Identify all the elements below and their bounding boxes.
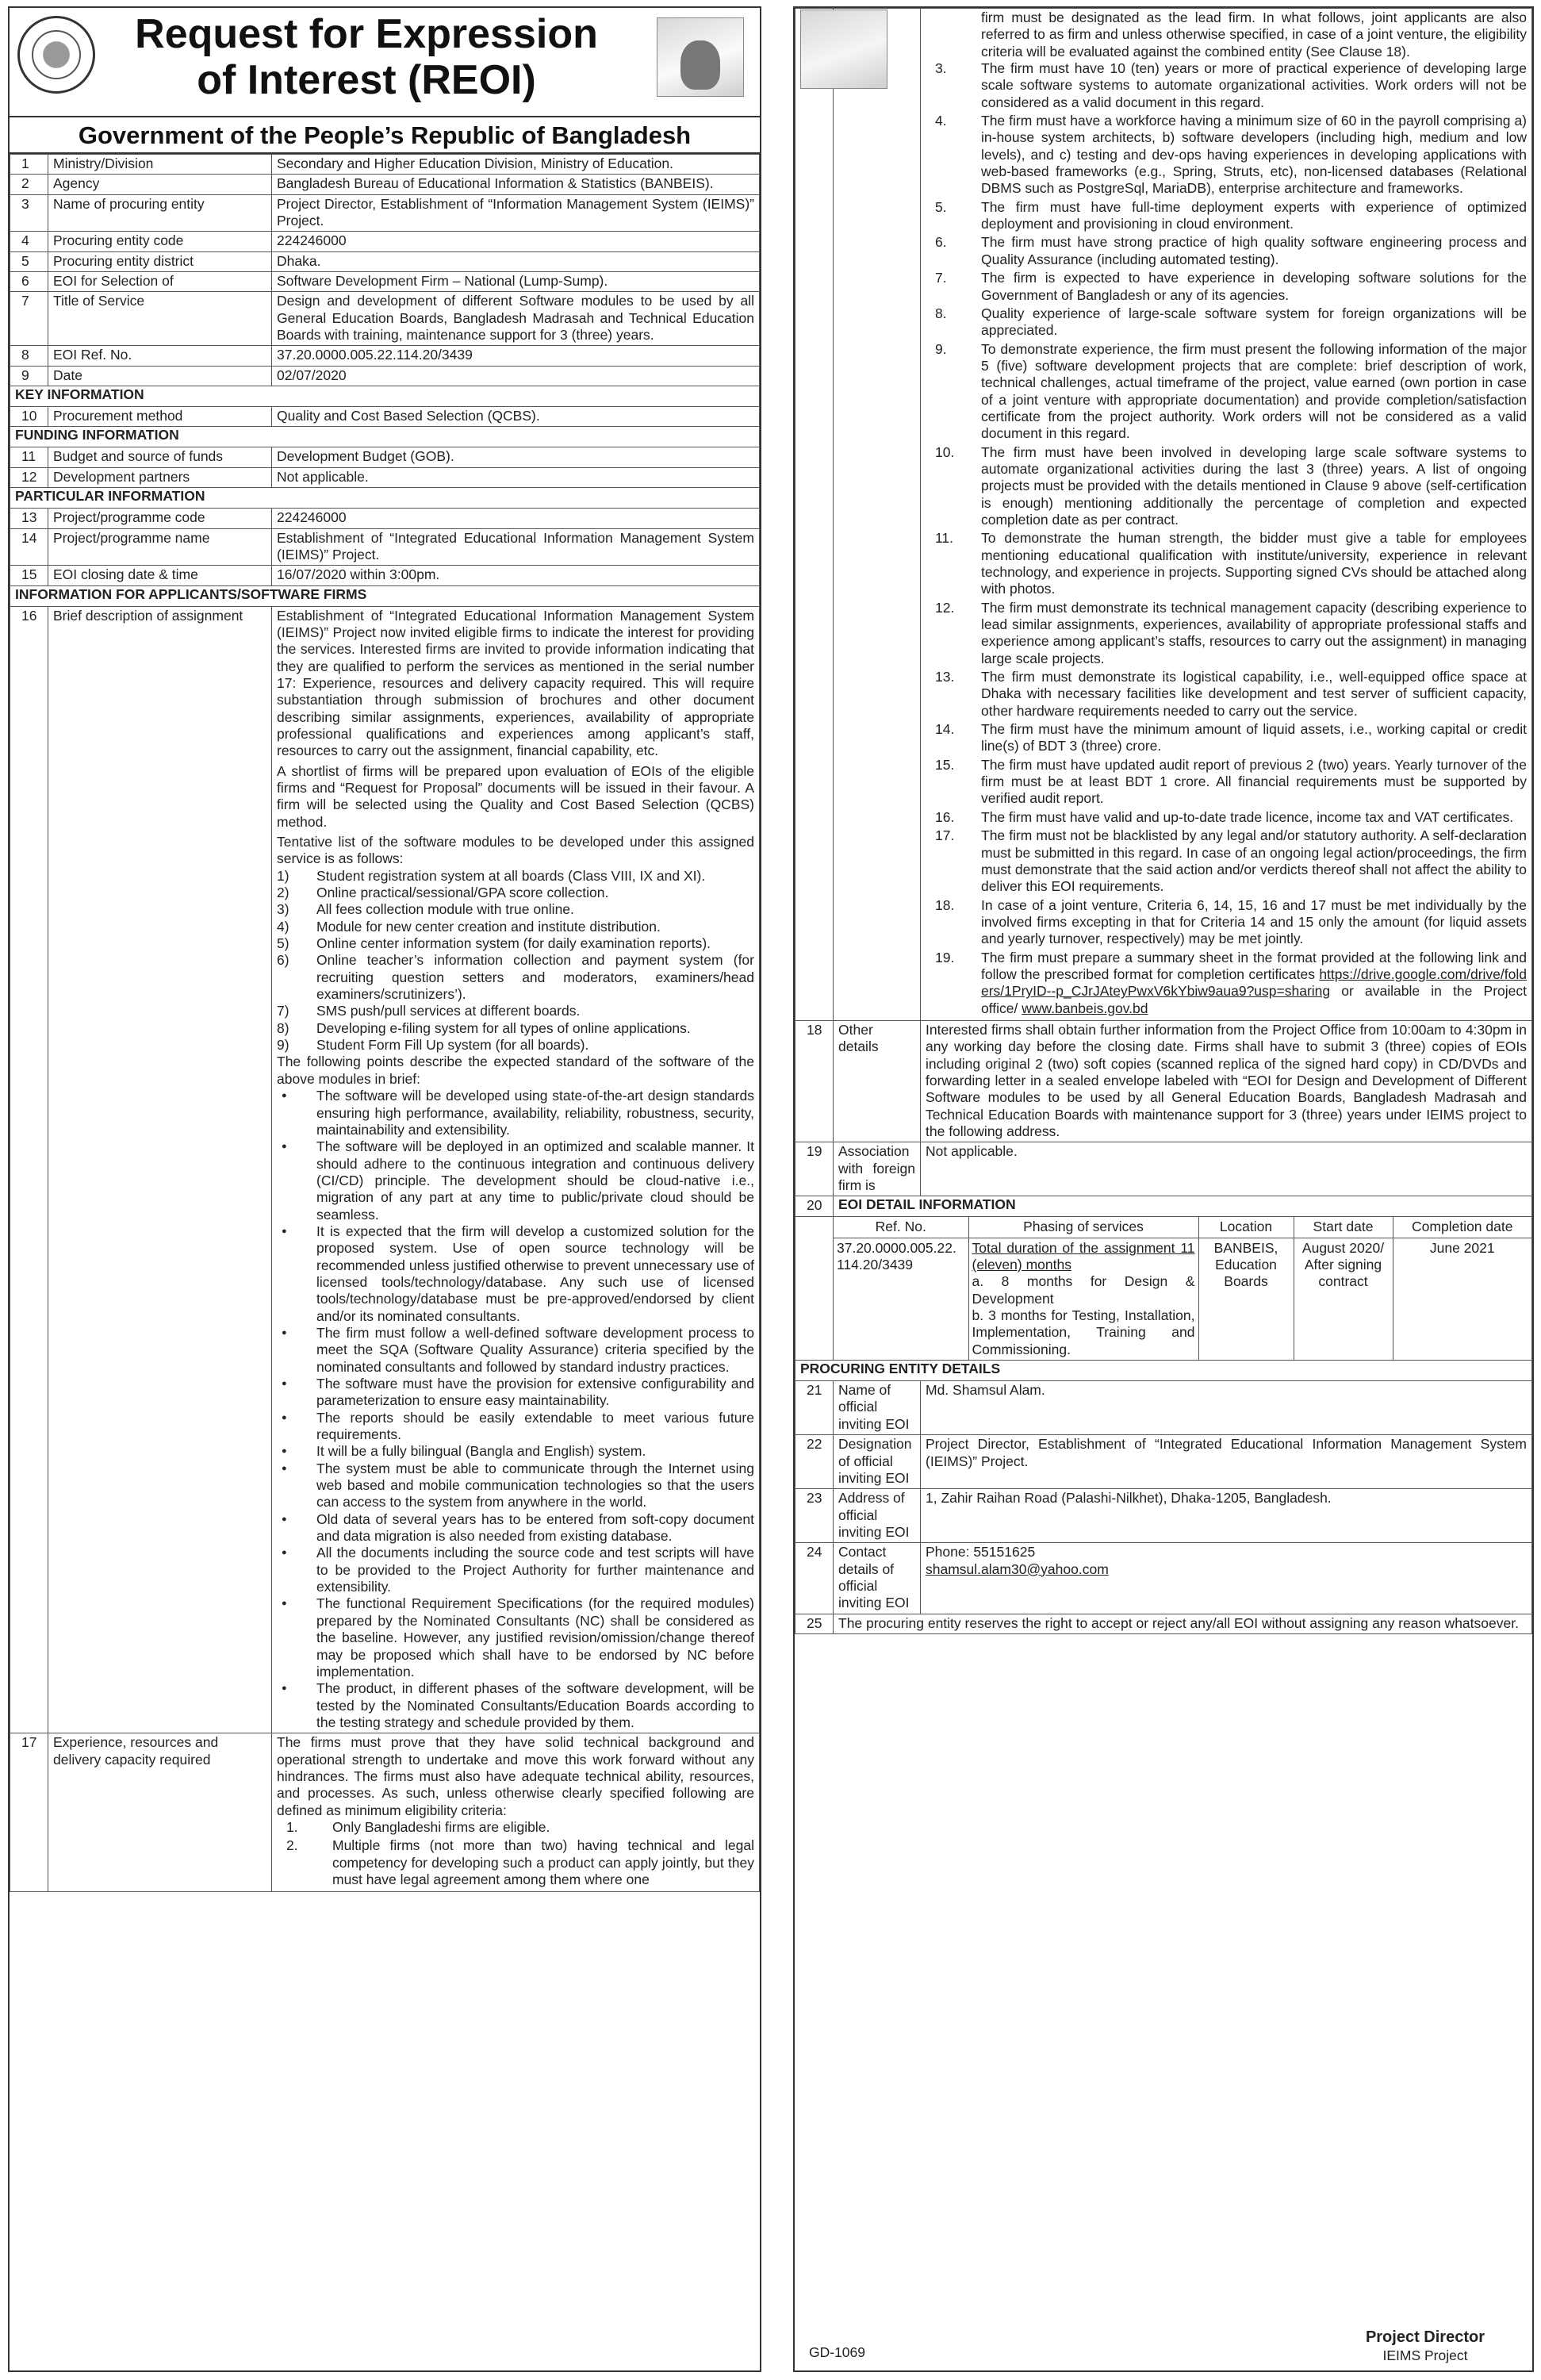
row-value — [272, 606, 760, 1733]
list-item — [926, 600, 1527, 667]
row-value: Establishment of “Integrated Educational Information Management System (IEIMS)” Project. — [272, 528, 760, 566]
list-item-number: 6. — [935, 234, 947, 251]
bullet-icon: ● — [282, 1379, 287, 1388]
list-item-text: The firm must have been involved in developing large scale software systems to automate organizational activities during the last 3 (three) years. A list of ongoing projects must be provided with the details mentioned in Clause 9 above (self-certification is enough) mentioning additionally the percentage of completion and expected completion date as per contract. — [981, 443, 1527, 528]
bullet-icon: ● — [282, 1142, 287, 1152]
row-number: 23 — [795, 1489, 834, 1543]
table-row — [795, 1381, 1532, 1435]
portrait-image-small — [800, 10, 887, 89]
row-number: 4 — [10, 232, 48, 251]
bullet-icon: ● — [282, 1548, 287, 1558]
row-value: 37.20.0000.005.22.114.20/3439 — [272, 346, 760, 366]
row-value: The procuring entity reserves the right to accept or reject any/all EOI without assigning any reason whatsoever. — [834, 1614, 1532, 1633]
bullet-text: The product, in different phases of the software development, will be tested by the Nominated Consultants/Education Boards according to the testing strategy and schedule provided by them. — [316, 1680, 754, 1730]
list-item-number: 15. — [935, 756, 955, 773]
row-label: Ministry/Division — [48, 155, 272, 175]
section-funding-information: FUNDING INFORMATION — [10, 427, 760, 447]
row-number: 10 — [10, 407, 48, 427]
row-value: Not applicable. — [272, 467, 760, 487]
row-label: Procuring entity district — [48, 251, 272, 271]
row-number: 11 — [10, 447, 48, 467]
row-value: Not applicable. — [921, 1142, 1532, 1196]
list-item-text: Developing e-filing system for all types of online applications. — [316, 1019, 691, 1036]
bullet-icon: ● — [282, 1091, 287, 1101]
row-number: 18 — [795, 1020, 834, 1142]
assignment-paragraph-3: Tentative list of the software modules to be developed under this assigned service is as follows: — [277, 834, 754, 867]
row-value: Project Director, Establishment of “Information Management System (IEIMS)” Project. — [272, 194, 760, 232]
row-number: 21 — [795, 1381, 834, 1435]
list-item — [926, 530, 1527, 597]
bullet-icon: ● — [282, 1226, 287, 1236]
list-item — [926, 305, 1527, 340]
bullet-item — [277, 1545, 754, 1595]
left-column — [8, 6, 761, 2372]
table-row — [10, 407, 760, 427]
row-number: 22 — [795, 1435, 834, 1489]
list-item-text: All fees collection module with true online. — [316, 901, 574, 918]
list-item-text: The firm must demonstrate its logistical capability, i.e., well-equipped office space at Dhaka with necessary facilities like development and test server of sufficient capacity, other hardware requirements needed to carry out the service. — [981, 669, 1527, 719]
bullet-item — [277, 1376, 754, 1410]
bullet-text: The functional Requirement Specifications (for the required modules) prepared by the Nominated Consultants (NC) shall be considered as the baseline. However, any justified revision/omission/change thereof may be proposed which shall have to be endorsed by NC before implementation. — [316, 1595, 754, 1679]
column-header: Ref. No. — [834, 1217, 968, 1238]
list-item — [926, 199, 1527, 233]
row-value: Dhaka. — [272, 251, 760, 271]
row-label: Procurement method — [48, 407, 272, 427]
table-row-24 — [795, 1543, 1532, 1614]
list-item-number: 9. — [935, 340, 947, 357]
bullet-text: The software will be deployed in an optimized and scalable manner. It should adhere to the continuous integration and continuous delivery (CI/CD) principle. The development should be cloud-native i.e., migration of any part at any time to public/private cloud should be seamless. — [316, 1138, 754, 1223]
row-number: 9 — [10, 366, 48, 386]
bullet-text: Old data of several years has to be entered from soft-copy document and data migration is also needed from existing database. — [316, 1511, 754, 1545]
bullet-item — [277, 1680, 754, 1731]
list-item-number: 16. — [935, 808, 955, 825]
table-row — [10, 566, 760, 585]
list-item-number: 8. — [935, 305, 947, 321]
list-item-text: Student registration system at all boards (Class VIII, IX and XI). — [316, 867, 706, 884]
row-number: 12 — [10, 467, 48, 487]
eligibility-intro: The firms must prove that they have solid technical background and operational strength to undertake and move this work forward without any hindrances. The firms must also have adequate technical ability, resources, and processes. As such, unless otherwise clearly specified following are defined as minimum eligibility criteria: — [277, 1734, 754, 1818]
list-item-number: 11. — [935, 530, 954, 547]
list-item-text: The firm must not be blacklisted by any legal and/or statutory authority. A self-declaration must be submitted in this regard. In case of an ongoing legal action/proceedings, the firm must demonstrate that the said action and/or verdicts thereof shall not affect the ability to deliver this EOI requirements. — [981, 827, 1527, 895]
row-label: Association with foreign firm is — [834, 1142, 921, 1196]
row-value: Interested firms shall obtain further information from the Project Office from 10:00am to 4:30pm in any working day before the closing date. Firms shall have to submit 3 (three) copies of EOIs including original 2 (two) soft copies (scanned replica of the signed hard copy) in CD/DVDs and forwarding letter in a sealed envelope labeled with “EOI for Design and Development of Different Software modules to be used by all General Education Boards, Bangladesh Madrasah and Technical Education Boards with maintenance support for 3 (three) years under IEIMS project to the following address. — [921, 1020, 1532, 1142]
list-item — [277, 1003, 754, 1019]
list-item-number: 7) — [277, 1003, 289, 1019]
list-item-text: Online practical/sessional/GPA score collection. — [316, 885, 609, 901]
row-number: 25 — [795, 1614, 834, 1633]
bullet-icon: ● — [282, 1327, 287, 1338]
eoi-phasing: Total duration of the assignment 11 (eleven) months a. 8 months for Design & Development b. 3 months for Testing, Installation, Implementation, Training and Commissioning. — [968, 1238, 1198, 1360]
table-row — [10, 366, 760, 386]
list-item-text: Online teacher’s information collection and payment system (for recruiting question setters and moderators, examiners/head examiners/scrutinizers’). — [316, 952, 754, 1003]
row-value — [921, 9, 1532, 1021]
signatory-title: Project Director — [1365, 2328, 1485, 2347]
summary-sheet-link[interactable]: https://drive.google.com/drive/folders/1PryID--p_CJrJAteyPwxV6kYbiw9aua9?usp=sharing — [981, 965, 1527, 1000]
bullet-icon: ● — [282, 1446, 287, 1457]
row-number: 20 — [795, 1196, 834, 1217]
list-item — [926, 444, 1527, 529]
right-column — [793, 6, 1534, 2372]
row-value: 16/07/2020 within 3:00pm. — [272, 566, 760, 585]
bullet-text: The software must have the provision for extensive configurability and parameterization to ensure easy maintainability. — [316, 1376, 754, 1409]
list-item — [926, 341, 1527, 443]
row-value: Design and development of different Software modules to be used by all General Education Boards, Bangladesh Madrasah and Technical Education Boards with training, maintenance support for 3 (three) years. — [272, 292, 760, 346]
list-item-text: The firm must have full-time deployment experts with experience of optimized deployment and provisioning in cloud environment. — [981, 198, 1527, 232]
list-item — [277, 952, 754, 1003]
list-item-text: The firm must have updated audit report of previous 2 (two) years. Yearly turnover of the firm must be at least BDT 1 crore. All financial requirements must be supported by verified audit report. — [981, 756, 1527, 807]
row-label: EOI Ref. No. — [48, 346, 272, 366]
row-number: 17 — [10, 1733, 48, 1892]
document-header — [10, 8, 760, 117]
row-number: 24 — [795, 1543, 834, 1614]
row-label: Budget and source of funds — [48, 447, 272, 467]
section-eoi-detail-information: EOI DETAIL INFORMATION — [834, 1196, 1532, 1217]
list-item — [926, 270, 1527, 304]
eoi-ref-no: 37.20.0000.005.22. 114.20/3439 — [837, 1239, 956, 1273]
bullet-item — [277, 1223, 754, 1325]
title-line-2: of Interest (REOI) — [197, 57, 536, 104]
assignment-paragraph-2: A shortlist of firms will be prepared upon evaluation of EOIs of the eligible firms and “Request for Proposal” documents will be issued in their favour. A firm will be selected using the Quality and Cost Based Selection (QCBS) method. — [277, 762, 754, 830]
bullet-text: The reports should be easily extendable to meet various future requirements. — [316, 1409, 754, 1443]
list-item-text: The firm must have strong practice of high quality software engineering process and Quality Assurance (including automated testing). — [981, 234, 1527, 267]
table-row — [10, 346, 760, 366]
list-item-text: The firm must have valid and up-to-date trade licence, income tax and VAT certificates. — [981, 808, 1514, 825]
bullet-item — [277, 1595, 754, 1680]
list-item — [277, 919, 754, 935]
bullet-icon: ● — [282, 1463, 287, 1473]
list-item-text: SMS push/pull services at different boards. — [316, 1003, 581, 1019]
list-item-text: Only Bangladeshi firms are eligible. — [332, 1818, 550, 1835]
signature-block — [1366, 2328, 1485, 2364]
bullet-item — [277, 1088, 754, 1138]
row-value: 02/07/2020 — [272, 366, 760, 386]
list-item — [926, 113, 1527, 198]
row-number: 7 — [10, 292, 48, 346]
list-item-text: The firm is expected to have experience in developing software solutions for the Government of Bangladesh or any of its agencies. — [981, 270, 1527, 303]
row-value: 224246000 — [272, 232, 760, 251]
eligibility-list-part-2 — [926, 60, 1527, 948]
bullet-text: The software will be developed using state-of-the-art design standards ensuring high performance, availability, reliability, robustness, security, maintainability and extensibility. — [316, 1088, 754, 1138]
list-item-number: 4. — [935, 113, 947, 129]
row-label: Development partners — [48, 467, 272, 487]
list-item — [277, 1837, 754, 1888]
bullet-text: It is expected that the firm will develop a customized solution for the proposed system. Use of open source technology will be recommended unless justified otherwise to prevent unnecessary use of licensed tools/technology/database. Any such use of licensed tools/technology/database must be pre-approved/endorsed by client and/or its nominated consultants. — [316, 1223, 754, 1324]
row-value: Project Director, Establishment of “Integrated Educational Information Management System (IEIMS)” Project. — [921, 1435, 1532, 1489]
table-row — [10, 232, 760, 251]
row-label: Address of official inviting EOI — [834, 1489, 921, 1543]
bullet-item — [277, 1461, 754, 1511]
list-item — [277, 901, 754, 918]
row-label: Project/programme name — [48, 528, 272, 566]
row-number: 2 — [10, 175, 48, 194]
table-row — [10, 509, 760, 528]
document-title — [128, 11, 604, 103]
list-item-number: 4) — [277, 918, 289, 935]
table-row — [10, 272, 760, 292]
list-item-number: 17. — [935, 827, 955, 844]
table-row-16 — [10, 606, 760, 1733]
signatory-project: IEIMS Project — [1382, 2347, 1468, 2363]
column-header: Location — [1198, 1217, 1294, 1238]
row-label: Date — [48, 366, 272, 386]
row-value: Bangladesh Bureau of Educational Information & Statistics (BANBEIS). — [272, 175, 760, 194]
bullet-icon: ● — [282, 1599, 287, 1609]
row-label: Project/programme code — [48, 509, 272, 528]
list-item-text: To demonstrate the human strength, the bidder must give a table for employees mentioning educational qualification with institute/university, experience in relevant technology, and experience in projects. Supporting signed CVs should be attached along with photos. — [981, 530, 1527, 597]
list-item — [926, 721, 1527, 755]
table-row — [795, 1435, 1532, 1489]
list-item — [277, 885, 754, 901]
list-item-number: 6) — [277, 952, 289, 969]
eligibility-list-part-1 — [277, 1819, 754, 1888]
row-number: 14 — [10, 528, 48, 566]
list-item-text: To demonstrate experience, the firm must present the following information of the major 5 (five) software development projects that are complete: brief description of work, technical challenges, actual timeframe of the project, value earned (own portion in case of a joint venture with appropriate documentation) and provide completion/satisfaction certificate from the project authority. Work orders will not be considered as a valid document in this regard. — [981, 340, 1527, 442]
portrait-image — [657, 17, 744, 97]
table-row — [10, 467, 760, 487]
row-value: Quality and Cost Based Selection (QCBS). — [272, 407, 760, 427]
row-label: Agency — [48, 175, 272, 194]
eoi-location: BANBEIS, Education Boards — [1198, 1238, 1294, 1360]
row-value — [921, 1543, 1532, 1614]
section-procuring-entity-details: PROCURING ENTITY DETAILS — [795, 1361, 1532, 1381]
column-header: Start date — [1294, 1217, 1393, 1238]
list-item-number: 1) — [277, 867, 289, 884]
row-label: EOI closing date & time — [48, 566, 272, 585]
list-item-text: The firm must have 10 (ten) years or more of practical experience of developing large scale software systems to automate organizational activities. Work orders will not be considered as a valid document in this regard. — [981, 60, 1527, 110]
standards-list — [277, 1088, 754, 1731]
table-row — [10, 292, 760, 346]
row-value: Software Development Firm – National (Lump-Sump). — [272, 272, 760, 292]
list-item — [277, 1020, 754, 1037]
row-number: 13 — [10, 509, 48, 528]
list-item — [277, 935, 754, 952]
row-number: 16 — [10, 606, 48, 1733]
reoi-table-left — [10, 154, 760, 1892]
column-header: Completion date — [1393, 1217, 1531, 1238]
list-item-text: The firm must have the minimum amount of liquid assets, i.e., working capital or credit line(s) of BDT 3 (three) crore. — [981, 721, 1527, 754]
row-value: Md. Shamsul Alam. — [921, 1381, 1532, 1435]
row-value: 1, Zahir Raihan Road (Palashi-Nilkhet), Dhaka-1205, Bangladesh. — [921, 1489, 1532, 1543]
list-item-number: 1. — [286, 1818, 298, 1835]
document-footer — [795, 2315, 1532, 2370]
eoi-start-date: August 2020/ After signing contract — [1294, 1238, 1393, 1360]
row-label: Name of procuring entity — [48, 194, 272, 232]
row-label: EOI for Selection of — [48, 272, 272, 292]
bullet-item — [277, 1511, 754, 1545]
list-item — [277, 868, 754, 885]
list-item — [926, 757, 1527, 808]
table-row — [795, 1489, 1532, 1543]
list-item-text: In case of a joint venture, Criteria 6, 14, 15, 16 and 17 must be met individually by the involved firms excepting in that for Criteria 14 and 15 only the amount (for liquid assets and yearly turnover, respectively) may be met jointly. — [981, 896, 1527, 947]
list-item-number: 10. — [935, 443, 955, 460]
eoi-completion-date: June 2021 — [1393, 1238, 1531, 1360]
table-row — [10, 175, 760, 194]
bullet-text: The system must be able to communicate through the Internet using web based and mobile communication technologies so that the users can access to the system from anywhere in the world. — [316, 1460, 754, 1511]
list-item: 19. The firm must prepare a summary sheet in the format provided at the following link and follow the prescribed format for completion certificates https://drive.google.com/drive/folders/1PryID--p_CJrJAteyPwxV6kYbiw9aua9?usp=sharing or available in the Project office/ www.banbeis.gov.bd — [935, 949, 1527, 1016]
table-row — [10, 447, 760, 467]
bullet-icon: ● — [282, 1683, 287, 1694]
list-item-text: Online center information system (for daily examination reports). — [316, 935, 711, 952]
table-row-18 — [795, 1020, 1532, 1142]
section-particular-information: PARTICULAR INFORMATION — [10, 488, 760, 509]
table-row-25 — [795, 1614, 1532, 1633]
row-number: 5 — [10, 251, 48, 271]
list-item-number: 18. — [935, 896, 955, 913]
table-row — [10, 528, 760, 566]
gazette-code: GD-1069 — [809, 2344, 866, 2360]
table-row — [10, 251, 760, 271]
list-item-number: 2. — [286, 1837, 298, 1854]
bullet-item — [277, 1410, 754, 1444]
row-value — [272, 1733, 760, 1892]
assignment-paragraph-1: Establishment of “Integrated Educational Information Management System (IEIMS)” Project now invited eligible firms to indicate the interest for providing the services. Interested firms are invited to provide information indicating that they are qualified to perform the services as mentioned in the serial number 17: Experience, resources and delivery capacity required. This will require substantiation through submission of brochures and other document describing similar assignments, experiences, availability of appropriate professional qualifications and experiences among applicant’s staff, resources to carry out the assignment, financial capability, etc. — [277, 607, 754, 759]
list-item-number: 13. — [935, 669, 955, 685]
row-label: Designation of official inviting EOI — [834, 1435, 921, 1489]
list-item-number: 12. — [935, 599, 955, 616]
table-row — [10, 155, 760, 175]
list-item-text: The firm must demonstrate its technical management capacity (describing experience to lead similar assignments, experiences, availability of appropriate professional staffs and experience among applicant’s staffs, resources to carry out the assignment) in managing large scale projects. — [981, 599, 1527, 666]
bullet-text: It will be a fully bilingual (Bangla and English) system. — [316, 1443, 646, 1460]
contact-email-link[interactable]: shamsul.alam30@yahoo.com — [926, 1560, 1109, 1577]
bullet-item — [277, 1325, 754, 1376]
list-item — [926, 234, 1527, 268]
list-item — [926, 897, 1527, 948]
row-number: 19 — [795, 1142, 834, 1196]
row-number: 8 — [10, 346, 48, 366]
list-item — [277, 1037, 754, 1054]
table-row-20 — [795, 1217, 1532, 1361]
list-item — [926, 60, 1527, 111]
list-item-number: 2) — [277, 885, 289, 901]
list-item-text: Quality experience of large-scale software system for foreign organizations will be appreciated. — [981, 305, 1527, 339]
eligibility-continued: firm must be designated as the lead firm. In what follows, joint applicants are also referred to as firm and unless otherwise specified, in case of a joint venture, the eligibility criteria will be evaluated against the combined entity (See Clause 18). — [981, 10, 1527, 60]
bullet-text: All the documents including the source code and test scripts will have to be provided to the Project Authority for further maintenance and extensibility. — [316, 1545, 754, 1595]
row-number: 6 — [10, 272, 48, 292]
reoi-table-right — [795, 8, 1532, 1634]
list-item-number: 5. — [935, 198, 947, 215]
row-number: 3 — [10, 194, 48, 232]
row-label: Other details — [834, 1020, 921, 1142]
bullet-icon: ● — [282, 1514, 287, 1524]
column-header: Phasing of services — [968, 1217, 1198, 1238]
list-item-text: Module for new center creation and institute distribution. — [316, 918, 661, 935]
row-number: 15 — [10, 566, 48, 585]
list-item-text: The firm must prepare a summary sheet in the format provided at the following link and follow the prescribed format for completion certificates — [981, 949, 1527, 982]
list-item-number: 8) — [277, 1019, 289, 1036]
contact-phone: Phone: 55151625 — [926, 1544, 1036, 1560]
list-item-number: 7. — [935, 270, 947, 286]
row-value: Secondary and Higher Education Division, Ministry of Education. — [272, 155, 760, 175]
section-key-information: KEY INFORMATION — [10, 386, 760, 407]
list-item — [926, 809, 1527, 826]
list-item-number: 3. — [935, 60, 947, 77]
row-label: Contact details of official inviting EOI — [834, 1543, 921, 1614]
table-row — [10, 194, 760, 232]
government-heading: Government of the People’s Republic of Bangladesh — [10, 117, 760, 154]
row-label: Name of official inviting EOI — [834, 1381, 921, 1435]
list-item — [926, 669, 1527, 720]
list-item-text: The firm must have a workforce having a minimum size of 60 in the payroll comprising a) in-house system architects, b) software developers (including high, medium and low levels), and c) testing and dev-ops having experiences in developing applications with web-based frameworks (e.g., Spring, Struts, etc), non-licensed databases (Relational DBMS such as PostgreSql, MariaDB), enterprise architecture and frameworks. — [981, 113, 1527, 197]
banbeis-website-link[interactable]: www.banbeis.gov.bd — [1022, 1000, 1148, 1016]
row-value: 224246000 — [272, 509, 760, 528]
row-number: 1 — [10, 155, 48, 175]
assignment-paragraph-4: The following points describe the expected standard of the software of the above modules in brief: — [277, 1054, 754, 1087]
list-item-text: Student Form Fill Up system (for all boards). — [316, 1037, 589, 1054]
list-item-number: 9) — [277, 1037, 289, 1054]
row-label: Experience, resources and delivery capacity required — [48, 1733, 272, 1892]
list-item — [926, 827, 1527, 895]
list-item-number: 3) — [277, 901, 289, 918]
row-label: Brief description of assignment — [48, 606, 272, 1733]
list-item-text: Multiple firms (not more than two) having technical and legal competency for developing such a product can apply jointly, but they must have legal agreement among them where one — [332, 1837, 754, 1887]
bullet-text: The firm must follow a well-defined software development process to meet the SQA (Software Quality Assurance) criteria specified by the nominated consultants and followed by standard industry practices. — [316, 1324, 754, 1375]
table-row-17 — [10, 1733, 760, 1892]
government-seal-logo — [17, 16, 95, 94]
eoi-detail-table — [834, 1217, 1531, 1360]
bullet-item — [277, 1443, 754, 1460]
bullet-item — [277, 1138, 754, 1223]
list-item-number: 14. — [935, 721, 955, 738]
list-item-number: 5) — [277, 935, 289, 952]
row-label: Procuring entity code — [48, 232, 272, 251]
bullet-icon: ● — [282, 1412, 287, 1422]
row-label: Title of Service — [48, 292, 272, 346]
title-line-1: Request for Expression — [135, 11, 598, 57]
table-row-19 — [795, 1142, 1532, 1196]
table-row-17-continued — [795, 9, 1532, 1021]
row-value: Development Budget (GOB). — [272, 447, 760, 467]
modules-list — [277, 868, 754, 1054]
section-applicants-information: INFORMATION FOR APPLICANTS/SOFTWARE FIRMS — [10, 585, 760, 606]
list-item — [277, 1819, 754, 1836]
